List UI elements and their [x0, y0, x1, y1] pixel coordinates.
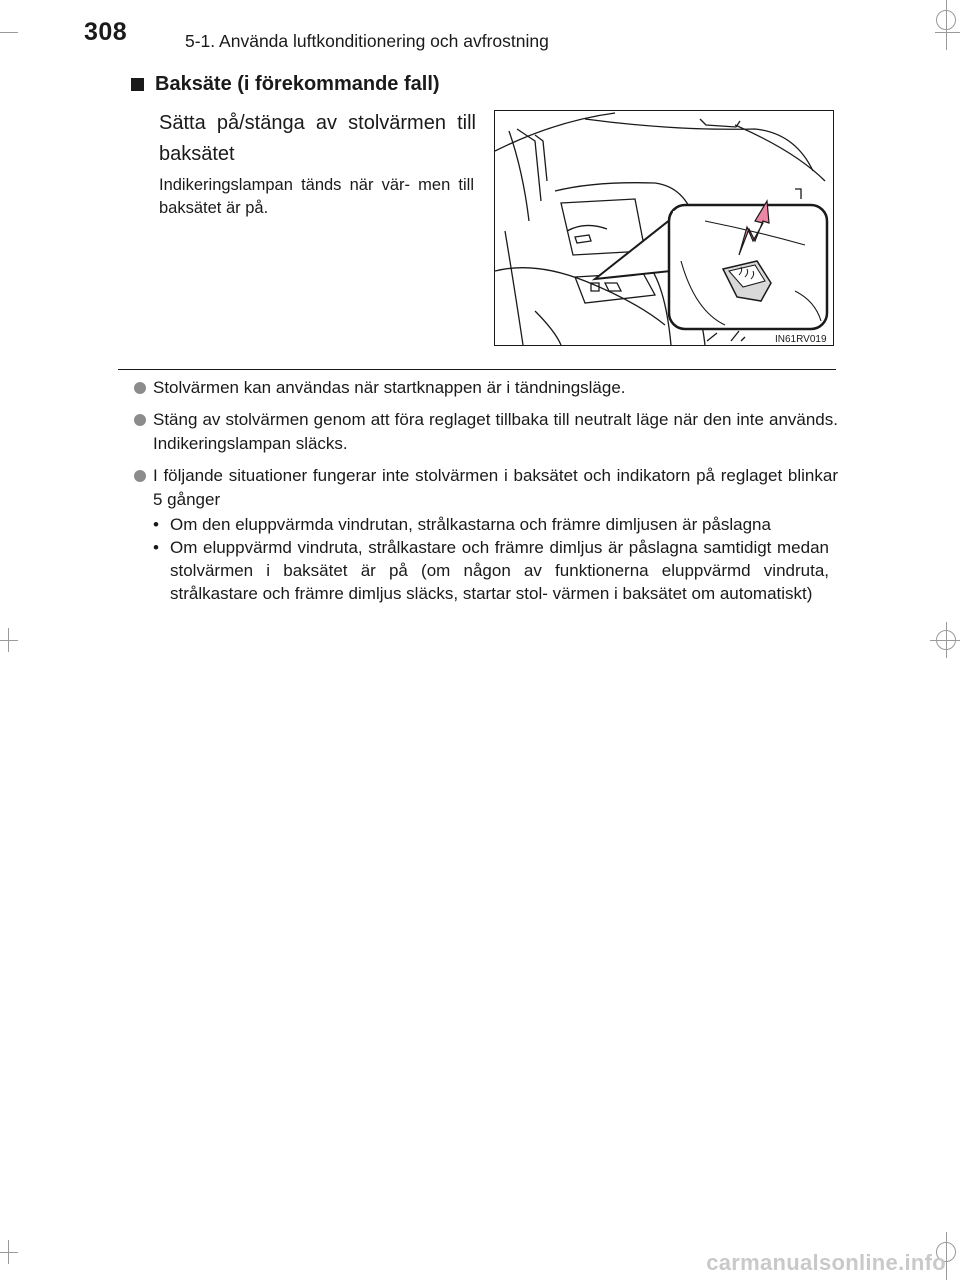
square-bullet-icon	[131, 78, 144, 91]
page-number: 308	[84, 18, 128, 46]
figure-code: IN61RV019	[775, 334, 827, 345]
bullet-icon	[134, 470, 146, 482]
action-text: Sätta på/stänga av stolvärmen till baksätet	[159, 112, 476, 165]
crop-mark	[8, 628, 9, 652]
list-item: I följande situationer fungerar inte stolvärmen i baksätet och indikatorn på reglaget blinkar 5 gånger	[131, 464, 838, 512]
seat-heater-illustration	[494, 110, 834, 346]
section-heading	[131, 73, 440, 96]
crop-mark	[8, 1240, 9, 1264]
crop-mark	[930, 640, 960, 641]
crop-mark	[0, 32, 18, 33]
note-text: Indikeringslampan tänds när vär- men till baksätet är på.	[159, 176, 474, 217]
crop-mark	[946, 622, 947, 658]
crop-mark	[0, 640, 18, 641]
section-title: Baksäte (i förekommande fall)	[155, 73, 440, 95]
crop-mark	[935, 32, 960, 33]
list-item: Stolvärmen kan användas när startknappen är i tändningsläge.	[131, 376, 838, 400]
car-door-drawing	[495, 111, 833, 345]
watermark: carmanualsonline.info	[706, 1250, 946, 1275]
crop-mark	[946, 0, 947, 50]
section-divider	[118, 369, 836, 370]
bullet-icon	[134, 414, 146, 426]
dot-icon: •	[153, 515, 159, 534]
sub-list-item: • Om den eluppvärmda vindrutan, strålkastarna och främre dimljusen är påslagna	[153, 515, 771, 534]
bullet-list	[131, 376, 838, 520]
sub-list-item: • Om eluppvärmd vindruta, strålkastare och främre dimljus är påslagna samtidigt medan stolvärmen i baksätet är på (om någon av funktionerna eluppvärmd vindruta, strålkastare och främre dimljus släcks, startar stol- värmen i baksätet om automatiskt)	[153, 538, 829, 603]
crop-mark	[0, 1252, 18, 1253]
bullet-icon	[134, 382, 146, 394]
crop-mark	[946, 1232, 947, 1280]
dot-icon: •	[153, 538, 159, 557]
list-item: Stäng av stolvärmen genom att föra reglaget tillbaka till neutralt läge när den inte används. Indikeringslampan släcks.	[131, 408, 838, 456]
sub-bullet-list	[153, 513, 829, 605]
running-head: 5-1. Använda luftkonditionering och avfrostning	[185, 31, 549, 51]
